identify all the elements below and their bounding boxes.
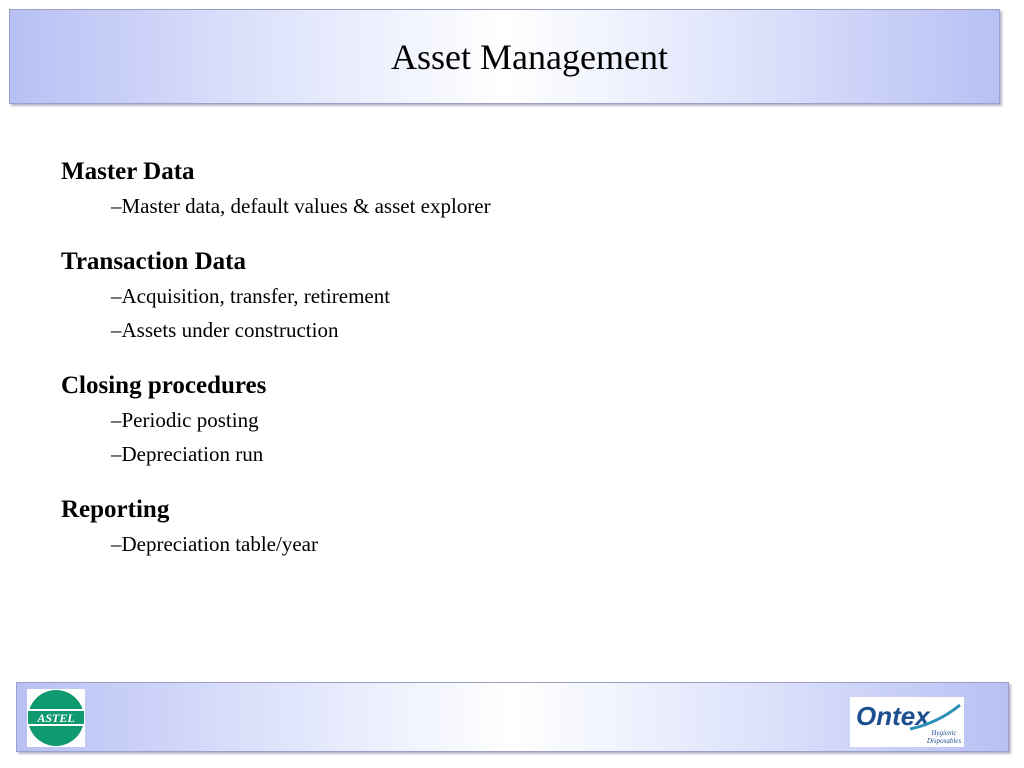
section-reporting bbox=[61, 493, 961, 561]
ontex-logo-icon bbox=[850, 697, 964, 747]
bullet-item: –Assets under construction bbox=[111, 318, 339, 342]
title-bar bbox=[9, 9, 1000, 104]
ontex-tagline-2: Disposables bbox=[926, 737, 962, 745]
slide-content bbox=[61, 155, 961, 583]
bullet-item: –Acquisition, transfer, retirement bbox=[111, 284, 391, 308]
bullet-item: –Depreciation table/year bbox=[111, 532, 318, 556]
bullet-item: –Depreciation run bbox=[111, 442, 264, 466]
section-master-data bbox=[61, 155, 961, 223]
ontex-logo-text: Ontex bbox=[856, 701, 930, 731]
section-transaction-data bbox=[61, 245, 961, 347]
section-heading: Transaction Data bbox=[61, 248, 246, 275]
footer-bar bbox=[16, 682, 1009, 752]
bullet-item: –Periodic posting bbox=[111, 408, 259, 432]
section-heading: Closing procedures bbox=[61, 372, 267, 399]
section-heading: Master Data bbox=[61, 158, 195, 185]
ontex-tagline-1: Hygienic bbox=[931, 729, 957, 737]
slide-title: Asset Management bbox=[391, 37, 668, 77]
astel-logo-text: ASTEL bbox=[37, 711, 75, 725]
section-closing-procedures bbox=[61, 369, 961, 471]
bullet-item: –Master data, default values & asset explorer bbox=[111, 194, 491, 218]
section-heading: Reporting bbox=[61, 496, 170, 523]
astel-logo-icon bbox=[27, 689, 85, 747]
